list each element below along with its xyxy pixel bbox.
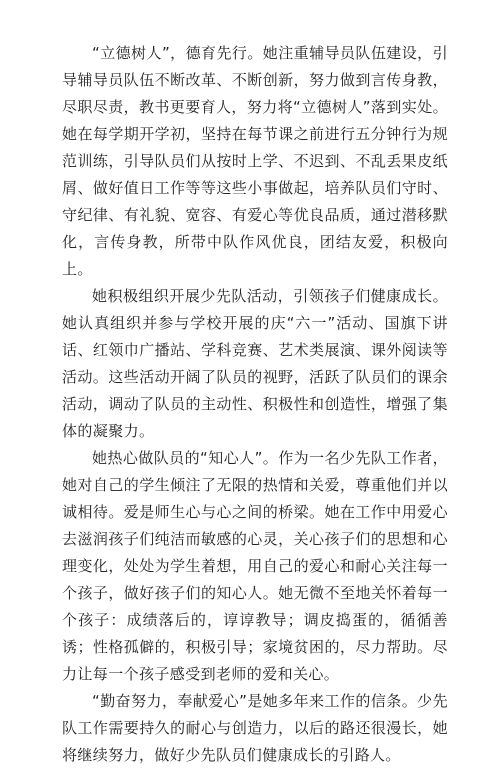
paragraph-3: 她热心做队员的“知心人”。作为一名少先队工作者，她对自己的学生倾注了无限的热情和关爱，尊重他们并以诚相待。爱是师生心与心之间的桥梁。她在工作中用爱心去滋润孩子们纯洁而敏感的心灵，关心孩子们的思想和心理变化，处处为学生着想，用自己的爱心和耐心关注每一个孩子，做好孩子们的知心人。她无微不至地关怀着每一个孩子：成绩落后的，谆谆教导；调皮捣蛋的，循循善诱；性格孤僻的，积极引导；家境贫困的，尽力帮助。尽力让每一个孩子感受到老师的爱和关心。 [62, 449, 448, 683]
paragraph-4: “勤奋努力，奉献爱心”是她多年来工作的信条。少先队工作需要持久的耐心与创造力，以后的路还很漫长，她将继续努力，做好少先队员们健康成长的引路人。 [62, 692, 448, 764]
document-body [62, 40, 448, 769]
paragraph-1: “立德树人”，德育先行。她注重辅导员队伍建设，引导辅导员队伍不断改革、不断创新，努力做到言传身教，尽职尽责，教书更要育人，努力将“立德树人”落到实处。她在每学期开学初，坚持在每节课之前进行五分钟行为规范训练，引导队员们从按时上学、不迟到、不乱丢果皮纸屑、做好值日工作等等这些小事做起，培养队员们守时、守纪律、有礼貌、宽容、有爱心等优良品质，通过潜移默化，言传身教，所带中队作风优良，团结友爱，积极向上。 [62, 44, 448, 278]
paragraph-2: 她积极组织开展少先队活动，引领孩子们健康成长。她认真组织并参与学校开展的庆“六一”活动、国旗下讲话、红领巾广播站、学科竞赛、艺术类展演、课外阅读等活动。这些活动开阔了队员的视野，活跃了队员们的课余活动，调动了队员的主动性、积极性和创造性，增强了集体的凝聚力。 [62, 287, 448, 440]
